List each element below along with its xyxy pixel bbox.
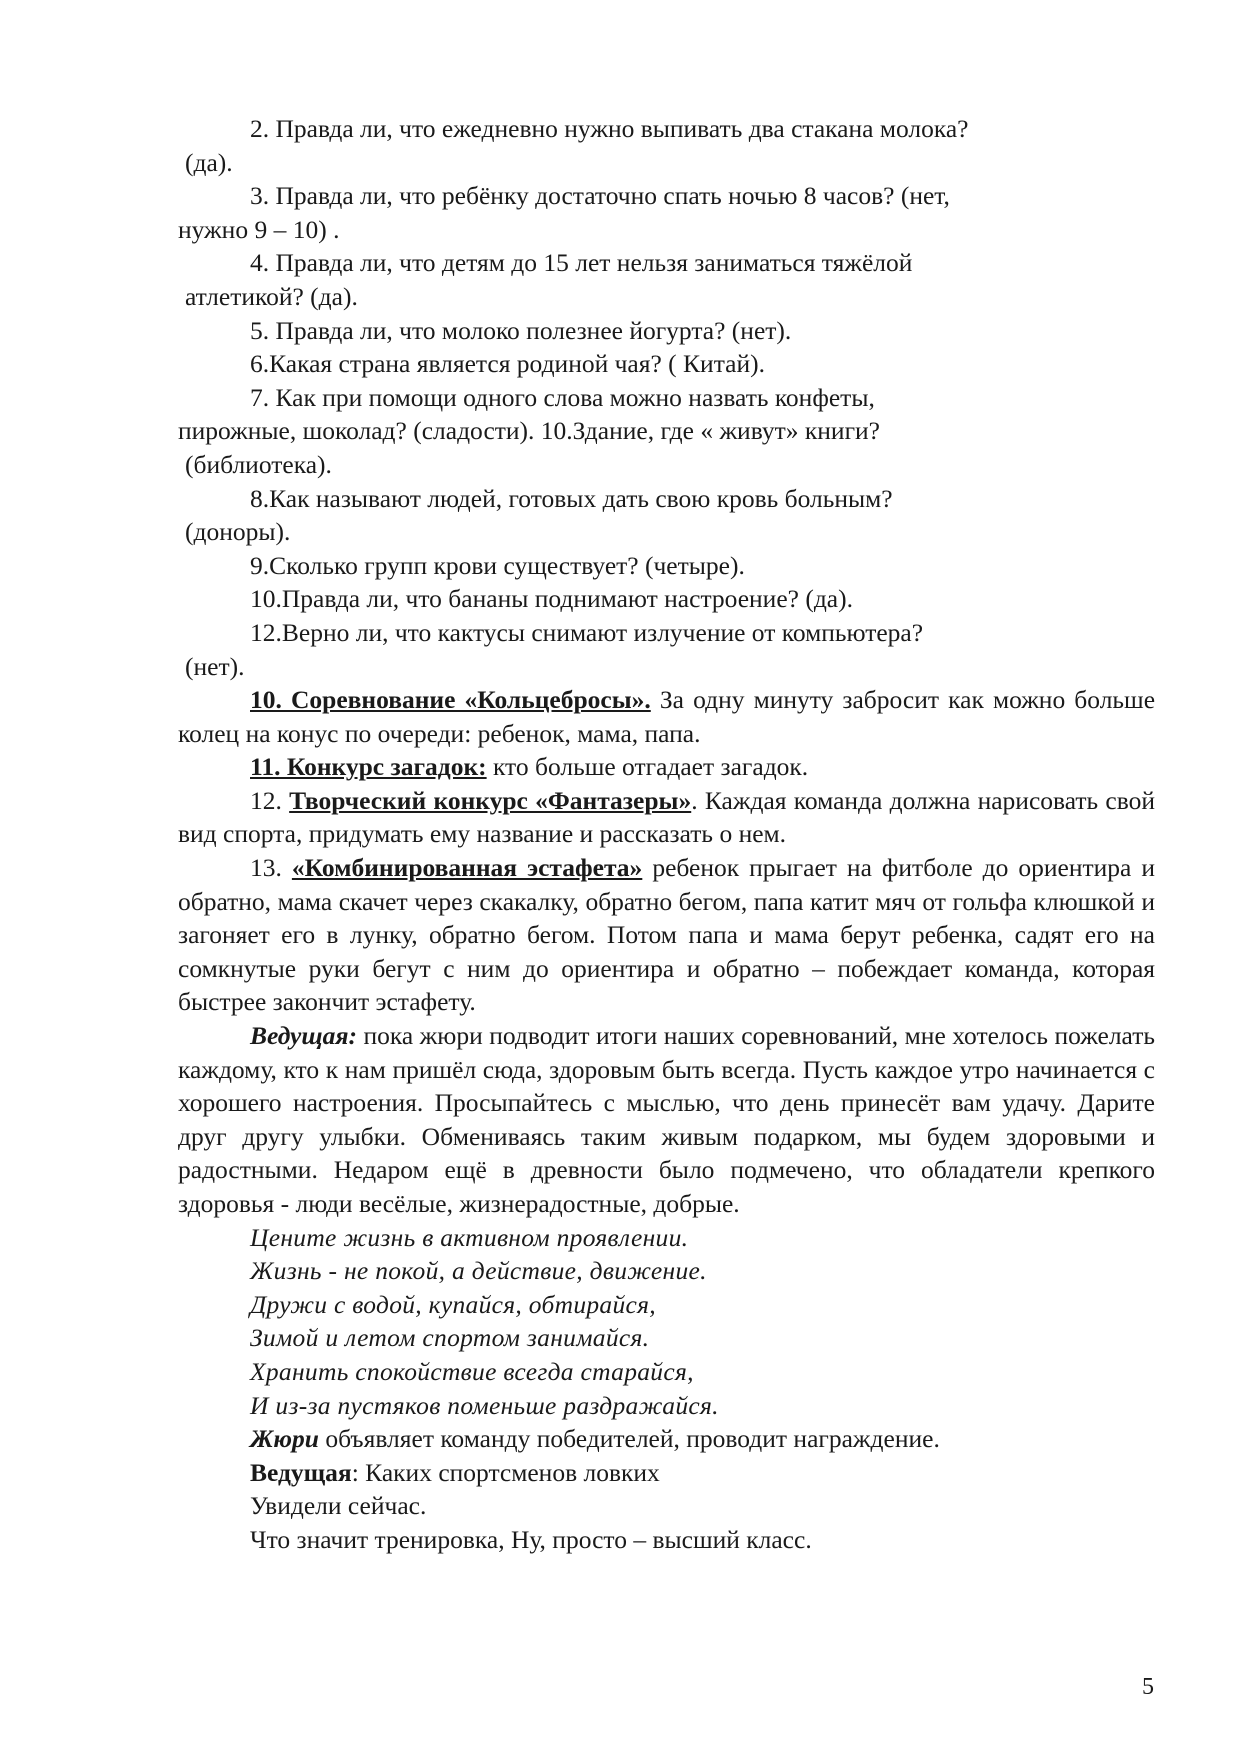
question-7-cont: пирожные, шоколад? (сладости). 10.Здание, где « живут» книги? bbox=[178, 416, 880, 446]
question-7-cont2: (библиотека). bbox=[185, 449, 332, 479]
host-speech: Ведущая: пока жюри подводит итоги наших соревнований, мне хотелось пожелать каждому, кто к нам пришёл сюда, здоровым быть всегда. Пусть каждое утро начинается с хорошего настроения. Просыпайтесь с мыслью, что день принесёт вам удачу. Дарите друг другу улыбки. Обмениваясь таким живым подарком, мы будем здоровыми и радостными. Недаром ещё в древности было подмечено, что обладатели крепкого здоровья - люди весёлые, жизнерадостные, добрые. bbox=[178, 1021, 1155, 1218]
question-4: 4. Правда ли, что детям до 15 лет нельзя заниматься тяжёлой bbox=[250, 248, 913, 278]
page-number: 5 bbox=[1142, 1674, 1154, 1700]
contest-13-title: «Комбинированная эстафета» bbox=[291, 853, 643, 883]
contest-11-title: 11. Конкурс загадок: bbox=[250, 752, 487, 782]
question-2-answer: (да). bbox=[185, 147, 233, 177]
question-4-cont: атлетикой? (да). bbox=[185, 281, 358, 311]
host-final-line-2: Увидели сейчас. bbox=[250, 1491, 427, 1521]
jury-line: Жюри объявляет команду победителей, проводит награждение. bbox=[250, 1424, 940, 1454]
host-final-line-3: Что значит тренировка, Ну, просто – высший класс. bbox=[250, 1524, 812, 1554]
jury-label: Жюри bbox=[250, 1424, 319, 1454]
question-8-cont: (доноры). bbox=[185, 517, 291, 547]
question-9: 9.Сколько групп крови существует? (четыре). bbox=[250, 550, 745, 580]
host-label: Ведущая: bbox=[250, 1021, 357, 1051]
poem-line: Зимой и летом спортом занимайся. bbox=[250, 1323, 650, 1353]
document-body bbox=[178, 112, 1155, 1557]
poem bbox=[178, 1221, 1155, 1423]
poem-line: Дружи с водой, купайся, обтирайся, bbox=[250, 1289, 656, 1319]
question-2: 2. Правда ли, что ежедневно нужно выпивать два стакана молока? bbox=[250, 114, 969, 143]
contest-12: 12. Творческий конкурс «Фантазеры». Каждая команда должна нарисовать свой вид спорта, придумать ему название и рассказать о нем. bbox=[178, 785, 1155, 849]
question-7: 7. Как при помощи одного слова можно назвать конфеты, bbox=[250, 382, 875, 412]
contest-10: 10. Соревнование «Кольцебросы». За одну минуту забросит как можно больше колец на конус по очереди: ребенок, мама, папа. bbox=[178, 685, 1156, 748]
question-10: 10.Правда ли, что бананы поднимают настроение? (да). bbox=[250, 584, 853, 614]
poem-line: Жизнь - не покой, а действие, движение. bbox=[250, 1256, 707, 1286]
question-6: 6.Какая страна является родиной чая? ( Китай). bbox=[250, 349, 765, 379]
question-3: 3. Правда ли, что ребёнку достаточно спать ночью 8 часов? (нет, bbox=[250, 181, 950, 211]
poem-line: Цените жизнь в активном проявлении. bbox=[250, 1222, 689, 1252]
host-final-line-1: Ведущая: Каких спортсменов ловких bbox=[250, 1457, 660, 1487]
contest-11: 11. Конкурс загадок: кто больше отгадает загадок. bbox=[250, 752, 809, 782]
question-12: 12.Верно ли, что кактусы снимают излучение от компьютера? bbox=[250, 617, 924, 647]
question-5: 5. Правда ли, что молоко полезнее йогурта? (нет). bbox=[250, 315, 792, 345]
contest-10-title: 10. Соревнование «Кольцебросы». bbox=[250, 685, 651, 715]
contest-13: 13. «Комбинированная эстафета» ребенок прыгает на фитболе до ориентира и обратно, мама скачет через скакалку, обратно бегом, папа катит мяч от гольфа клюшкой и загоняет его в лунку, обратно бегом. Потом папа и мама берут ребенка, садят его на сомкнутые руки бегут с ним до ориентира и обратно – побеждает команда, которая быстрее закончит эстафету. bbox=[178, 853, 1155, 1017]
contest-12-title: Творческий конкурс «Фантазеры» bbox=[289, 785, 692, 815]
question-3-cont: нужно 9 – 10) . bbox=[178, 214, 340, 244]
poem-line: Хранить спокойствие всегда старайся, bbox=[250, 1356, 694, 1386]
question-8: 8.Как называют людей, готовых дать свою кровь больным? bbox=[250, 483, 893, 513]
poem-line: И из-за пустяков поменьше раздражайся. bbox=[250, 1390, 719, 1420]
question-12-cont: (нет). bbox=[185, 651, 245, 681]
host-final-label: Ведущая bbox=[250, 1457, 352, 1487]
